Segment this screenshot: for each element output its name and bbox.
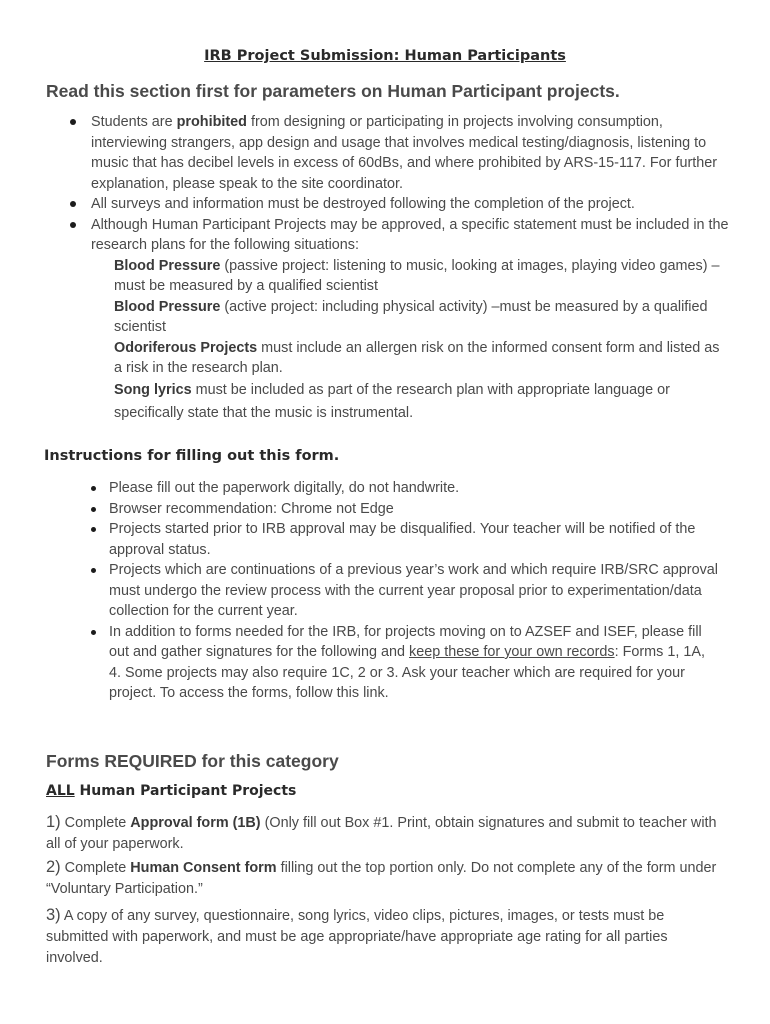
sub-item-text: (passive project: listening to music, looking at images, playing video games) –must be measured by a qualified scientist [114,257,720,294]
sub-item-text: must include an allergen risk on the informed consent form and listed as a risk in the research plan. [114,339,720,376]
step-approval-form [46,812,726,855]
sub-item-bold: Blood Pressure [114,257,221,274]
list-item [91,112,731,194]
parameters-list [91,112,731,425]
sub-item-bold: Song lyrics [114,381,192,398]
sublist-item [114,297,731,338]
step-text: Complete [60,860,131,876]
list-item [91,215,731,425]
intro-heading: Read this section first for parameters on Human Participant projects. [46,81,620,101]
list-item: Browser recommendation: Chrome not Edge [109,499,719,520]
keep-records-emphasis: keep these for your own records [409,644,615,660]
item-text: In addition to forms needed for the IRB, for projects moving on to AZSEF and ISEF, please fill out and gather signatures for the following and [109,623,702,660]
step-survey-copy [46,905,726,969]
consent-form-label: Human Consent form [130,860,277,876]
instructions-heading: Instructions for filling out this form. [44,448,340,464]
list-item: Please fill out the paperwork digitally, do not handwrite. [109,478,719,499]
step-text: (Only fill out Box #1. Print, obtain signatures and submit to teacher with all of your paperwork. [46,815,717,852]
list-item: All surveys and information must be destroyed following the completion of the project. [91,194,731,215]
approval-form-label: Approval form (1B) [130,815,261,831]
sublist-item [114,379,731,425]
step-text: A copy of any survey, questionnaire, song lyrics, video clips, pictures, images, or tests must be submitted with paperwork, and must be age appropriate/have appropriate age rating for all parties involved. [46,908,668,966]
sub-item-text: must be included as part of the research plan with appropriate language or specifically state that the music is instrumental. [114,381,670,421]
sublist-item [114,338,731,379]
sub-item-bold: Odoriferous Projects [114,339,258,356]
sub-item-text: (active project: including physical activity) –must be measured by a qualified scientist [114,298,708,335]
page-title: IRB Project Submission: Human Participants [204,48,566,64]
sub-item-bold: Blood Pressure [114,298,221,315]
sublist-item [114,256,731,297]
instructions-list [109,478,719,704]
all-rest-label: Human Participant Projects [74,783,297,799]
prohibited-emphasis: prohibited [176,114,247,130]
list-item: Projects which are continuations of a previous year’s work and which require IRB/SRC approval must undergo the review process with the current year proposal prior to experimentation/data collection for the current year. [109,560,719,622]
step-number: 3) [46,906,61,924]
step-text: Complete [60,815,131,831]
item-text: Although Human Participant Projects may be approved, a specific statement must be included in the research plans for the following situations: [91,216,729,253]
list-item: Projects started prior to IRB approval may be disqualified. Your teacher will be notified of the approval status. [109,519,719,560]
all-label: ALL [46,783,75,799]
item-text: Students are [91,114,177,130]
step-number: 2) [46,858,61,876]
step-consent-form [46,857,726,900]
item-text: : Forms 1, 1A, 4. Some projects may also require 1C, 2 or 3. Ask your teacher which are required for your project. To access the forms, follow this link. [109,644,705,701]
all-projects-heading [46,783,296,799]
list-item [109,622,719,704]
step-number: 1) [46,813,61,831]
forms-heading: Forms REQUIRED for this category [46,751,339,771]
situations-sublist [91,256,731,425]
step-text: filling out the top portion only. Do not complete any of the form under “Voluntary Participation.” [46,860,717,897]
item-text: from designing or participating in projects involving consumption, interviewing strangers, app design and usage that involves medical testing/diagnosis, listening to music that has decibel levels in excess of 60dBs, and where prohibited by ARS-15-117. For further explanation, please speak to the site coordinator. [91,114,718,192]
